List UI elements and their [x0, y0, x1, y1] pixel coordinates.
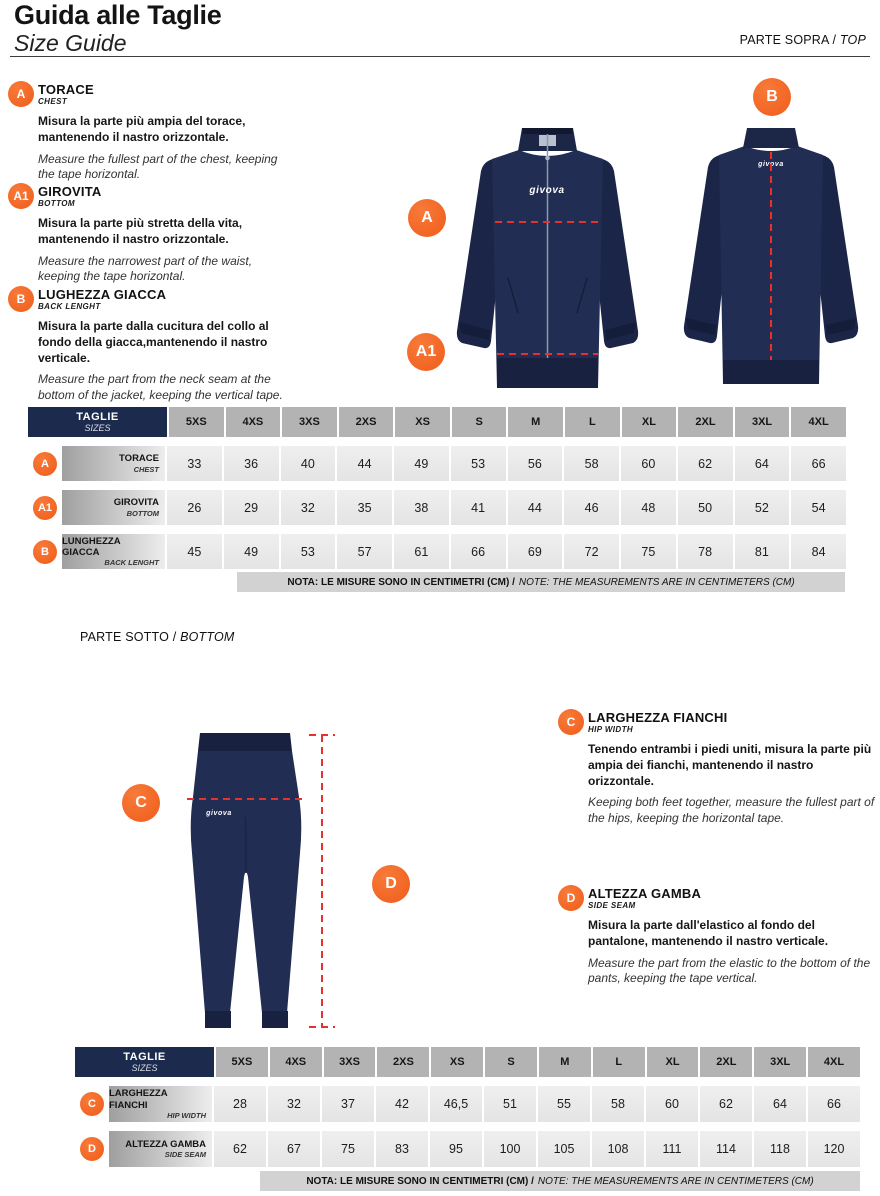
table-row-side-seam [75, 1131, 860, 1167]
size-column-header: 3XL [735, 407, 790, 437]
size-value: 100 [484, 1131, 536, 1167]
size-value: 58 [564, 446, 619, 481]
size-column-header: S [485, 1047, 537, 1077]
size-value: 29 [224, 490, 279, 525]
row-values [167, 446, 846, 481]
size-value: 40 [281, 446, 336, 481]
pants-image [175, 725, 405, 1035]
size-column-header: L [565, 407, 620, 437]
brand-logo: givova [758, 161, 784, 168]
size-value: 32 [268, 1086, 320, 1122]
size-column-header: 3XL [754, 1047, 806, 1077]
size-value: 49 [224, 534, 279, 569]
instruction-chest [8, 82, 288, 183]
size-value: 108 [592, 1131, 644, 1167]
size-value: 120 [808, 1131, 860, 1167]
size-value: 64 [754, 1086, 806, 1122]
size-value: 62 [214, 1131, 266, 1167]
measure-desc-en: Keeping both feet together, measure the fullest part of the hips, keeping the horizontal tape. [588, 795, 875, 826]
size-value: 61 [394, 534, 449, 569]
size-value: 69 [508, 534, 563, 569]
measure-desc-it: Misura la parte dall'elastico al fondo del pantalone, mantenendo il nastro verticale. [588, 918, 829, 948]
row-label-en: HIP WIDTH [167, 1110, 206, 1120]
row-label [62, 446, 165, 481]
row-label [109, 1086, 212, 1122]
row-badge-cell [28, 446, 62, 481]
size-column-header: 3XS [282, 407, 337, 437]
measure-desc-it: Misura la parte più stretta della vita, mantenendo il nastro orizzontale. [38, 216, 243, 246]
jacket-back-hem-band [723, 360, 819, 384]
sizes-label: SIZES [84, 423, 111, 434]
size-value: 111 [646, 1131, 698, 1167]
jacket-hem-band [497, 358, 598, 388]
measure-desc-en: Measure the narrowest part of the waist, keeping the tape horizontal. [38, 253, 253, 284]
size-value: 44 [337, 446, 392, 481]
table-row-chest [28, 446, 846, 481]
measure-desc-en: Measure the part from the elastic to the bottom of the pants, keeping the tape vertical. [588, 955, 871, 986]
measure-name-it: GIROVITA [38, 184, 102, 199]
row-badge-c: C [80, 1092, 104, 1116]
note-text-en: NOTE: THE MEASUREMENTS ARE IN CENTIMETERS (CM) [537, 1175, 814, 1187]
size-column-header: 4XL [808, 1047, 860, 1077]
size-value: 41 [451, 490, 506, 525]
measure-badge-d: D [558, 885, 584, 911]
size-value: 44 [508, 490, 563, 525]
size-value: 55 [538, 1086, 590, 1122]
size-value: 114 [700, 1131, 752, 1167]
size-value: 32 [281, 490, 336, 525]
row-values [214, 1131, 860, 1167]
size-value: 36 [224, 446, 279, 481]
measure-name-en: CHEST [38, 97, 68, 106]
page-title: Guida alle Taglie [14, 0, 222, 30]
section-label-top-it: PARTE SOPRA / [739, 33, 837, 47]
size-value: 64 [735, 446, 790, 481]
size-value: 75 [322, 1131, 374, 1167]
section-label-top [740, 33, 866, 47]
jacket-front-illustration [445, 118, 650, 393]
size-column-header: XL [622, 407, 677, 437]
section-label-bottom-it: PARTE SOTTO / [80, 630, 177, 644]
size-column-header: 2XS [339, 407, 394, 437]
size-value: 53 [451, 446, 506, 481]
taglie-label: TAGLIE [76, 410, 119, 423]
row-label [109, 1131, 212, 1167]
size-value: 50 [678, 490, 733, 525]
size-table-top [28, 407, 846, 569]
size-value: 58 [592, 1086, 644, 1122]
size-value: 66 [451, 534, 506, 569]
pants-waistband [198, 733, 292, 751]
instruction-side-seam [558, 886, 876, 987]
size-value: 81 [735, 534, 790, 569]
measure-desc-it: Tenendo entrambi i piedi uniti, misura la parte più ampia dei fianchi, mantenendo il nastro orizzontale. [588, 742, 872, 788]
size-value: 46,5 [430, 1086, 482, 1122]
garment-badge-b: B [753, 78, 791, 116]
size-column-header: 5XS [216, 1047, 268, 1077]
size-value: 45 [167, 534, 222, 569]
size-value: 60 [646, 1086, 698, 1122]
garment-badge-d: D [372, 865, 410, 903]
sizes-label: SIZES [131, 1063, 158, 1074]
note-text-en: NOTE: THE MEASUREMENTS ARE IN CENTIMETERS (CM) [518, 576, 795, 588]
size-column-header: M [508, 407, 563, 437]
size-column-header: L [593, 1047, 645, 1077]
instruction-bottom [8, 184, 288, 285]
row-label-it: ALTEZZA GAMBA [125, 1138, 206, 1150]
size-column-header: 2XL [700, 1047, 752, 1077]
size-column-header: 4XS [270, 1047, 322, 1077]
size-column-header: 5XS [169, 407, 224, 437]
row-badge-cell [75, 1086, 109, 1122]
row-badge-cell [28, 534, 62, 569]
pants-right-cuff [262, 1011, 288, 1028]
size-value: 52 [735, 490, 790, 525]
table-row-hip-width [75, 1086, 860, 1122]
measure-name-it: ALTEZZA GAMBA [588, 886, 702, 901]
size-value: 62 [678, 446, 733, 481]
row-label-it: TORACE [119, 453, 159, 465]
size-header-cells [216, 1047, 860, 1077]
brand-logo: givova [529, 185, 565, 196]
table-header-row [75, 1047, 860, 1077]
pants-illustration [175, 725, 405, 1035]
size-value: 35 [337, 490, 392, 525]
section-label-bottom [80, 630, 235, 644]
row-badge-cell [75, 1131, 109, 1167]
instruction-hip-width [558, 710, 876, 827]
row-values [167, 534, 846, 569]
size-value: 54 [791, 490, 846, 525]
table-row-bottom [28, 490, 846, 525]
size-header-cells [169, 407, 846, 437]
row-label-en: BOTTOM [126, 508, 159, 518]
row-label [62, 490, 165, 525]
row-badge-a: A [33, 452, 57, 476]
measurements-note-bottom [260, 1171, 860, 1191]
size-column-header: 2XS [377, 1047, 429, 1077]
measure-desc-en: Measure the fullest part of the chest, keeping the tape horizontal. [38, 151, 278, 182]
measurements-note-top [237, 572, 845, 592]
measure-name-en: BACK LENGHT [38, 302, 101, 311]
taglie-header [75, 1047, 214, 1077]
measure-badge-c: C [558, 709, 584, 735]
taglie-label: TAGLIE [123, 1050, 166, 1063]
size-value: 62 [700, 1086, 752, 1122]
row-values [214, 1086, 860, 1122]
size-value: 72 [564, 534, 619, 569]
instruction-back-length [8, 287, 288, 404]
table-row-back-length [28, 534, 846, 569]
measure-name-en: BOTTOM [38, 199, 75, 208]
size-column-header: 4XL [791, 407, 846, 437]
header-divider [10, 56, 870, 57]
size-value: 84 [791, 534, 846, 569]
pants-left-cuff [205, 1011, 231, 1028]
size-value: 53 [281, 534, 336, 569]
size-value: 56 [508, 446, 563, 481]
table-header-row [28, 407, 846, 437]
measure-badge-b: B [8, 286, 34, 312]
size-value: 105 [538, 1131, 590, 1167]
row-label-en: BACK LENGHT [104, 558, 159, 568]
brand-logo: givova [206, 810, 232, 817]
jacket-back-image [676, 120, 866, 392]
measure-badge-a: A [8, 81, 34, 107]
size-value: 75 [621, 534, 676, 569]
size-value: 42 [376, 1086, 428, 1122]
size-value: 33 [167, 446, 222, 481]
size-column-header: M [539, 1047, 591, 1077]
row-label-it: LUNGHEZZA GIACCA [62, 535, 121, 558]
size-column-header: 2XL [678, 407, 733, 437]
page-subtitle: Size Guide [14, 30, 127, 56]
jacket-back-collar [743, 128, 799, 148]
jacket-collar-shadow [522, 128, 573, 134]
measure-name-en: SIDE SEAM [588, 901, 636, 910]
measure-desc-it: Misura la parte dalla cucitura del collo al fondo della giacca,mantenendo il nastro verticale. [38, 319, 269, 365]
section-label-bottom-en: BOTTOM [180, 630, 235, 644]
garment-badge-a1: A1 [407, 333, 445, 371]
size-column-header: XS [431, 1047, 483, 1077]
size-value: 66 [808, 1086, 860, 1122]
measure-desc-it: Misura la parte più ampia del torace, mantenendo il nastro orizzontale. [38, 114, 246, 144]
row-label-en: SIDE SEAM [164, 1150, 206, 1160]
size-value: 48 [621, 490, 676, 525]
measure-badge-a1: A1 [8, 183, 34, 209]
size-value: 78 [678, 534, 733, 569]
pants-legs [191, 751, 302, 1013]
measure-desc-en: Measure the part from the neck seam at the bottom of the jacket, keeping the vertical tape. [38, 372, 283, 403]
size-value: 38 [394, 490, 449, 525]
size-value: 49 [394, 446, 449, 481]
row-badge-b: B [33, 540, 57, 564]
size-value: 46 [564, 490, 619, 525]
section-label-top-en: TOP [839, 33, 866, 47]
size-value: 28 [214, 1086, 266, 1122]
size-value: 26 [167, 490, 222, 525]
garment-badge-a: A [408, 199, 446, 237]
row-badge-a1: A1 [33, 496, 57, 520]
size-value: 66 [791, 446, 846, 481]
size-value: 95 [430, 1131, 482, 1167]
garment-badge-c: C [122, 784, 160, 822]
size-table-bottom [75, 1047, 860, 1167]
size-value: 83 [376, 1131, 428, 1167]
row-values [167, 490, 846, 525]
measure-name-it: LARGHEZZA FIANCHI [588, 710, 728, 725]
size-column-header: 4XS [226, 407, 281, 437]
size-column-header: XS [395, 407, 450, 437]
size-column-header: S [452, 407, 507, 437]
row-badge-d: D [80, 1137, 104, 1161]
jacket-back-illustration [676, 120, 866, 392]
note-text-it: NOTA: LE MISURE SONO IN CENTIMETRI (CM) / [306, 1175, 534, 1187]
row-label-en: CHEST [133, 464, 159, 474]
measure-name-it: LUGHEZZA GIACCA [38, 287, 167, 302]
size-column-header: XL [647, 1047, 699, 1077]
note-text-it: NOTA: LE MISURE SONO IN CENTIMETRI (CM) / [287, 576, 515, 588]
zipper-pull [545, 156, 550, 161]
size-value: 118 [754, 1131, 806, 1167]
size-value: 57 [337, 534, 392, 569]
size-value: 67 [268, 1131, 320, 1167]
size-value: 60 [621, 446, 676, 481]
measure-name-en: HIP WIDTH [588, 725, 634, 734]
row-label-it: GIROVITA [113, 497, 159, 509]
size-value: 51 [484, 1086, 536, 1122]
jacket-front-image [445, 118, 650, 393]
measure-name-it: TORACE [38, 82, 94, 97]
row-label-it: LARGHEZZA FIANCHI [109, 1088, 168, 1111]
row-label [62, 534, 165, 569]
row-badge-cell [28, 490, 62, 525]
size-value: 37 [322, 1086, 374, 1122]
size-column-header: 3XS [324, 1047, 376, 1077]
taglie-header [28, 407, 167, 437]
